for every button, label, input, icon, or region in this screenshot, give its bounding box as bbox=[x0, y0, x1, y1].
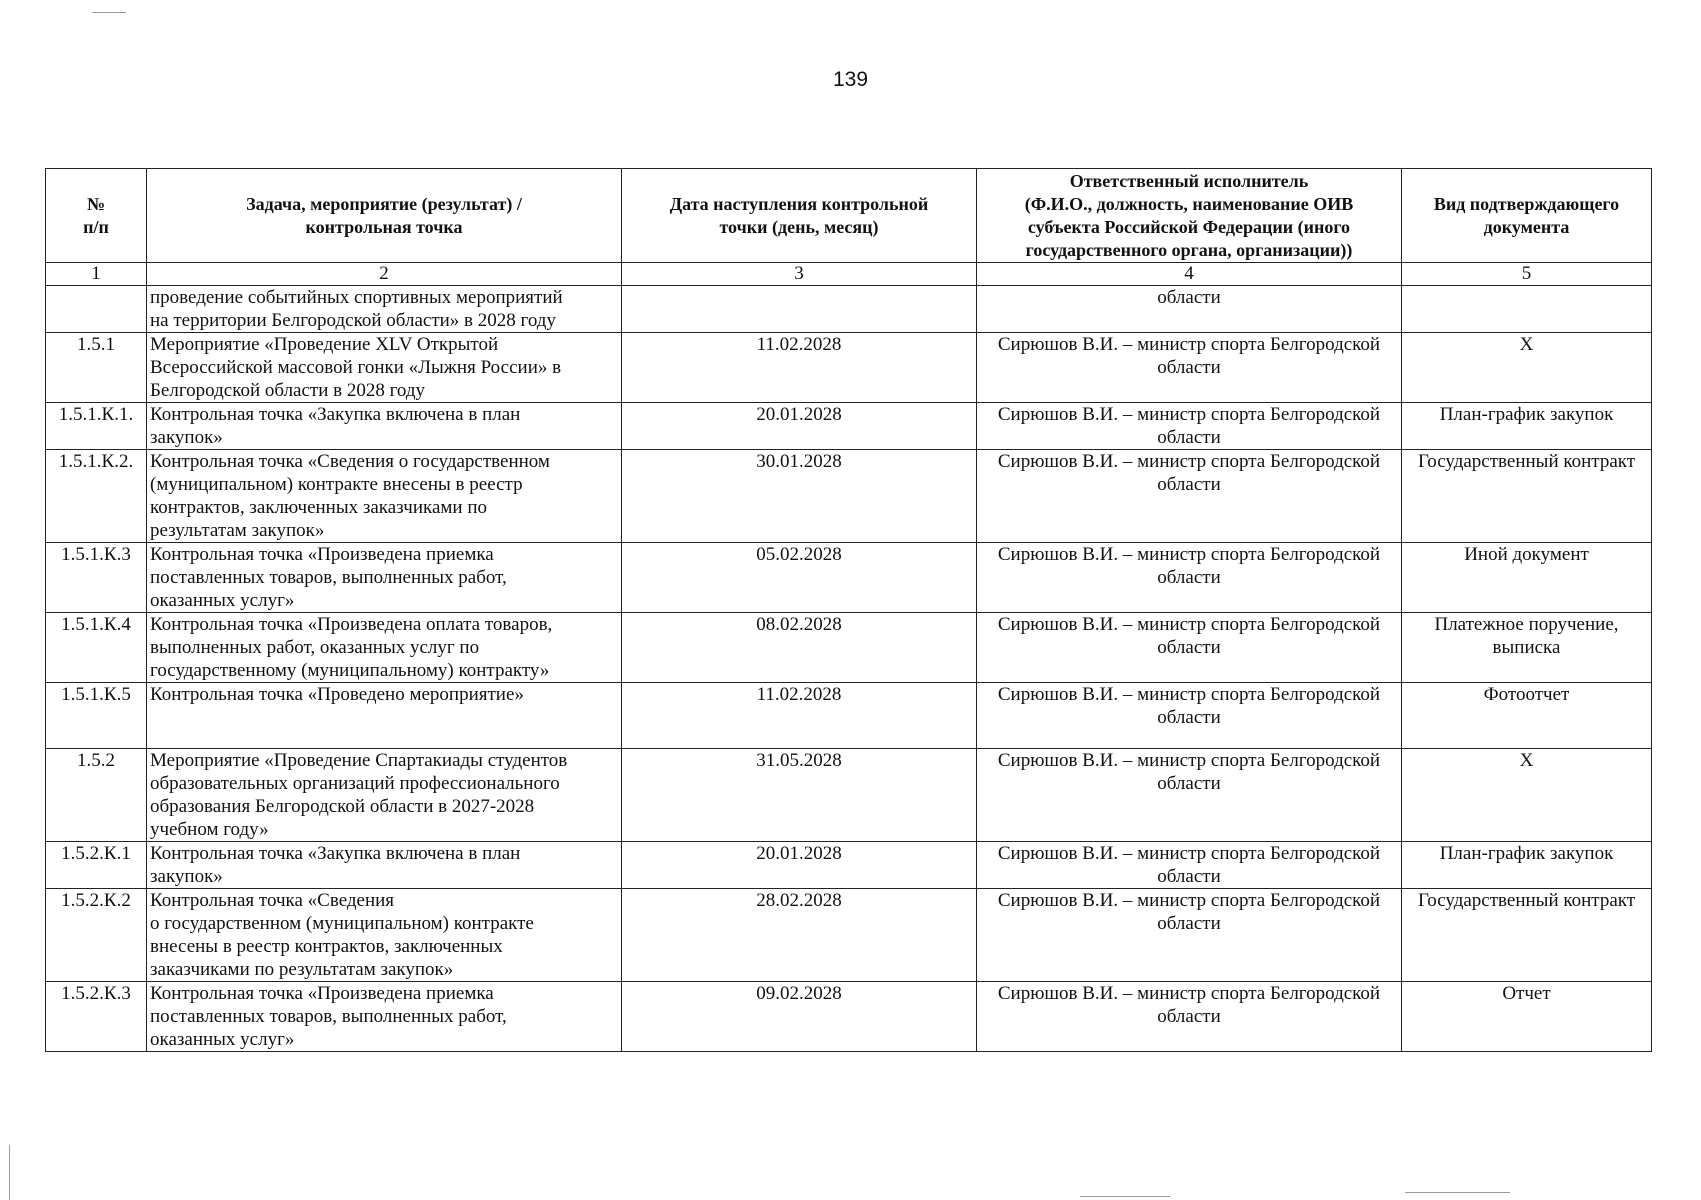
row-document: Отчет bbox=[1402, 982, 1652, 1052]
row-number: 1.5.2.К.3 bbox=[46, 982, 147, 1052]
scan-artifact-top bbox=[92, 12, 126, 13]
table-row bbox=[46, 543, 1652, 613]
row-document: Платежное поручение, выписка bbox=[1402, 613, 1652, 683]
row-responsible: Сирюшов В.И. – министр спорта Белгородской области bbox=[977, 749, 1402, 842]
header-number: № п/п bbox=[46, 169, 147, 263]
row-number bbox=[46, 286, 147, 333]
row-date: 31.05.2028 bbox=[622, 749, 977, 842]
row-task: Контрольная точка «Сведения о государственном (муниципальном) контракте внесены в реестр контрактов, заключенных заказчиками по результатам закупок» bbox=[147, 889, 622, 982]
table-row bbox=[46, 842, 1652, 889]
row-responsible: Сирюшов В.И. – министр спорта Белгородской области bbox=[977, 450, 1402, 543]
row-task: Контрольная точка «Произведена приемка поставленных товаров, выполненных работ, оказанных услуг» bbox=[147, 982, 622, 1052]
scan-artifact-bottom-2 bbox=[1405, 1192, 1510, 1193]
table-row bbox=[46, 683, 1652, 749]
row-number: 1.5.1.К.2. bbox=[46, 450, 147, 543]
row-number: 1.5.1.К.3 bbox=[46, 543, 147, 613]
row-task: Контрольная точка «Проведено мероприятие» bbox=[147, 683, 622, 749]
row-document: Х bbox=[1402, 749, 1652, 842]
row-date: 11.02.2028 bbox=[622, 333, 977, 403]
colnum-3: 3 bbox=[622, 263, 977, 286]
row-responsible: Сирюшов В.И. – министр спорта Белгородской области bbox=[977, 403, 1402, 450]
row-number: 1.5.1.К.4 bbox=[46, 613, 147, 683]
row-responsible: Сирюшов В.И. – министр спорта Белгородской области bbox=[977, 613, 1402, 683]
row-task: Мероприятие «Проведение XLV Открытой Всероссийской массовой гонки «Лыжня России» в Белгородской области в 2028 году bbox=[147, 333, 622, 403]
row-task: Контрольная точка «Произведена приемка поставленных товаров, выполненных работ, оказанных услуг» bbox=[147, 543, 622, 613]
table-row bbox=[46, 403, 1652, 450]
row-task: Мероприятие «Проведение Спартакиады студентов образовательных организаций профессионального образования Белгородской области в 2027-2028 учебном году» bbox=[147, 749, 622, 842]
row-number: 1.5.2.К.2 bbox=[46, 889, 147, 982]
table-row bbox=[46, 450, 1652, 543]
row-document: План-график закупок bbox=[1402, 403, 1652, 450]
table-row bbox=[46, 889, 1652, 982]
row-date: 05.02.2028 bbox=[622, 543, 977, 613]
table-row bbox=[46, 982, 1652, 1052]
row-document: План-график закупок bbox=[1402, 842, 1652, 889]
row-responsible: Сирюшов В.И. – министр спорта Белгородской области bbox=[977, 982, 1402, 1052]
colnum-1: 1 bbox=[46, 263, 147, 286]
row-date: 20.01.2028 bbox=[622, 403, 977, 450]
row-task: Контрольная точка «Закупка включена в план закупок» bbox=[147, 403, 622, 450]
row-number: 1.5.2 bbox=[46, 749, 147, 842]
row-task: Контрольная точка «Произведена оплата товаров, выполненных работ, оказанных услуг по государственному (муниципальному) контракту» bbox=[147, 613, 622, 683]
row-date: 11.02.2028 bbox=[622, 683, 977, 749]
row-document: Х bbox=[1402, 333, 1652, 403]
table-row bbox=[46, 286, 1652, 333]
colnum-2: 2 bbox=[147, 263, 622, 286]
row-number: 1.5.1.К.1. bbox=[46, 403, 147, 450]
row-responsible: Сирюшов В.И. – министр спорта Белгородской области bbox=[977, 683, 1402, 749]
row-date: 20.01.2028 bbox=[622, 842, 977, 889]
header-row bbox=[46, 169, 1652, 263]
row-date: 09.02.2028 bbox=[622, 982, 977, 1052]
row-number: 1.5.2.К.1 bbox=[46, 842, 147, 889]
row-task: Контрольная точка «Закупка включена в план закупок» bbox=[147, 842, 622, 889]
row-document: Государственный контракт bbox=[1402, 450, 1652, 543]
colnum-5: 5 bbox=[1402, 263, 1652, 286]
row-document: Фотоотчет bbox=[1402, 683, 1652, 749]
row-number: 1.5.1 bbox=[46, 333, 147, 403]
table-row bbox=[46, 613, 1652, 683]
row-document: Государственный контракт bbox=[1402, 889, 1652, 982]
header-document: Вид подтверждающего документа bbox=[1402, 169, 1652, 263]
row-task: Контрольная точка «Сведения о государственном (муниципальном) контракте внесены в реестр контрактов, заключенных заказчиками по результатам закупок» bbox=[147, 450, 622, 543]
row-date: 30.01.2028 bbox=[622, 450, 977, 543]
colnum-4: 4 bbox=[977, 263, 1402, 286]
page-number: 139 bbox=[832, 68, 869, 91]
header-responsible: Ответственный исполнитель (Ф.И.О., должность, наименование ОИВ субъекта Российской Федерации (иного государственного органа, организации)) bbox=[977, 169, 1402, 263]
row-date: 08.02.2028 bbox=[622, 613, 977, 683]
row-date: 28.02.2028 bbox=[622, 889, 977, 982]
row-responsible: области bbox=[977, 286, 1402, 333]
row-responsible: Сирюшов В.И. – министр спорта Белгородской области bbox=[977, 842, 1402, 889]
row-task: проведение событийных спортивных мероприятий на территории Белгородской области» в 2028 году bbox=[147, 286, 622, 333]
control-points-table bbox=[45, 168, 1652, 1052]
row-document bbox=[1402, 286, 1652, 333]
row-date bbox=[622, 286, 977, 333]
row-number: 1.5.1.К.5 bbox=[46, 683, 147, 749]
row-document: Иной документ bbox=[1402, 543, 1652, 613]
row-responsible: Сирюшов В.И. – министр спорта Белгородской области bbox=[977, 333, 1402, 403]
scan-artifact-bottom-1 bbox=[1080, 1196, 1170, 1197]
table-row bbox=[46, 333, 1652, 403]
row-responsible: Сирюшов В.И. – министр спорта Белгородской области bbox=[977, 543, 1402, 613]
header-date: Дата наступления контрольной точки (день, месяц) bbox=[622, 169, 977, 263]
column-numbers-row bbox=[46, 263, 1652, 286]
table-row bbox=[46, 749, 1652, 842]
header-task: Задача, мероприятие (результат) / контрольная точка bbox=[147, 169, 622, 263]
scan-artifact-left bbox=[9, 1145, 10, 1200]
row-responsible: Сирюшов В.И. – министр спорта Белгородской области bbox=[977, 889, 1402, 982]
